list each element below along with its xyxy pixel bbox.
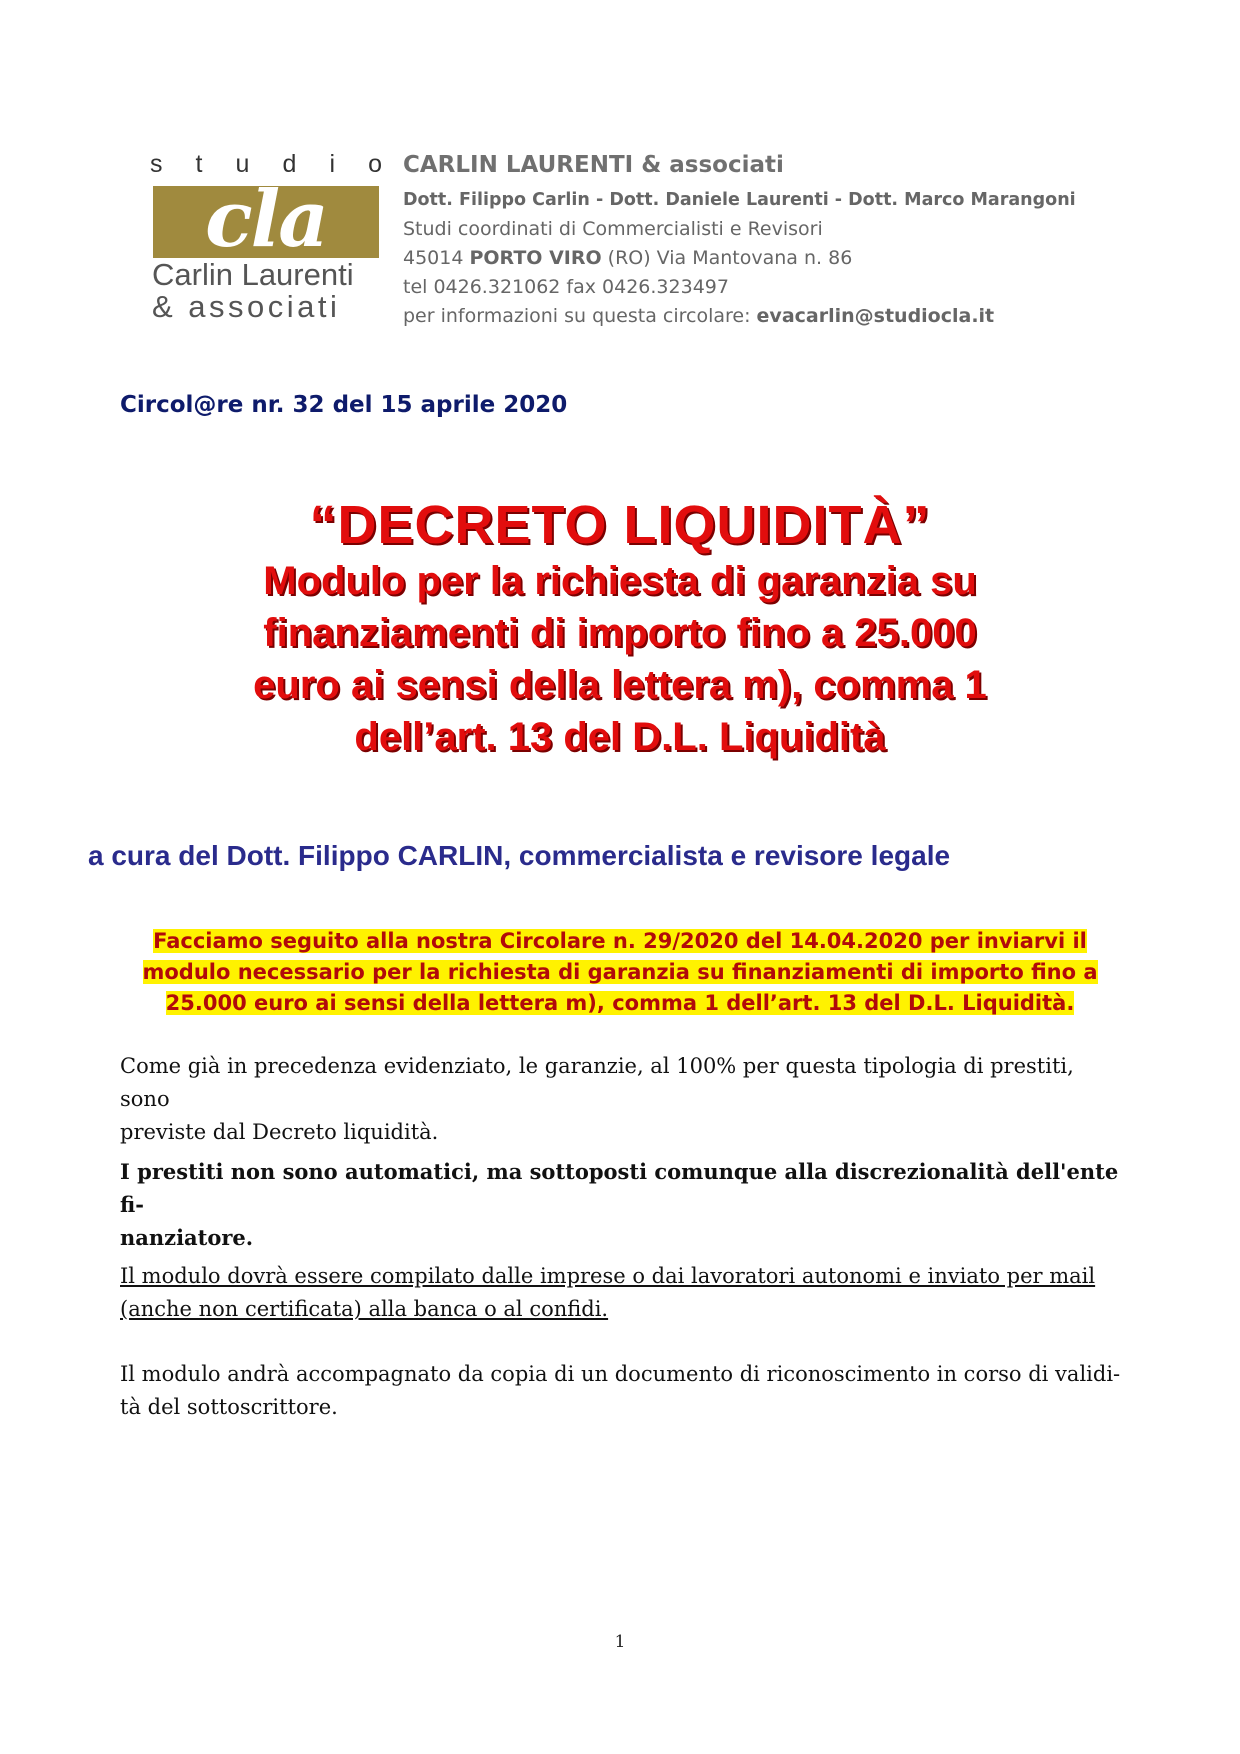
info-prefix: per informazioni su questa circolare: [403, 305, 757, 327]
highlight-line [90, 988, 1150, 1019]
paragraph-2 [120, 1155, 1125, 1254]
address-city: PORTO VIRO [469, 247, 602, 269]
logo-letter: o [368, 149, 382, 178]
highlight-text: Facciamo seguito alla nostra Circolare n. 29/2020 del 14.04.2020 per inviarvi il [153, 929, 1087, 953]
logo-letter: t [195, 149, 203, 178]
logo-studio-word [150, 146, 382, 182]
tagline: Studi coordinati di Commercialisti e Revisori [403, 218, 823, 240]
logo-letter: d [282, 149, 297, 178]
info-email-link[interactable]: evacarlin@studiocla.it [756, 305, 995, 327]
address-line [403, 244, 1103, 273]
studio-cla-logo [150, 146, 382, 326]
cla-monogram-icon [153, 186, 379, 258]
logo-line-1: Carlin Laurenti [152, 257, 354, 292]
address-suffix: (RO) Via Mantovana n. 86 [601, 247, 853, 269]
partners-line: Dott. Filippo Carlin - Dott. Daniele Laurenti - Dott. Marco Marangoni [403, 190, 1076, 210]
info-line [403, 302, 1103, 331]
author-line: a cura del Dott. Filippo CARLIN, commercialista e revisore legale [88, 840, 951, 871]
logo-cla-mark [153, 186, 379, 258]
paragraph-4 [120, 1358, 1125, 1424]
logo-letter: u [235, 149, 250, 178]
letterhead [403, 150, 1103, 331]
paragraph-1 [120, 1050, 1125, 1149]
document-title [60, 495, 1180, 763]
highlighted-intro [90, 926, 1150, 1019]
address-prefix: 45014 [403, 247, 470, 269]
title-line: euro ai sensi della lettera m), comma 1 [253, 663, 987, 707]
phone-line: tel 0426.321062 fax 0426.323497 [403, 276, 729, 298]
paragraph-line: I prestiti non sono automatici, ma sottoposti comunque alla discrezionalità dell'ente fi- [120, 1159, 1119, 1217]
circular-number: Circol@re nr. 32 del 15 aprile 2020 [120, 392, 568, 418]
highlight-text: 25.000 euro ai sensi della lettera m), comma 1 dell’art. 13 del D.L. Liquidità. [165, 991, 1075, 1015]
firm-name: CARLIN LAURENTI & associati [403, 152, 784, 178]
logo-mark-text: cla [205, 186, 327, 258]
logo-letter: i [329, 149, 336, 178]
highlight-text: modulo necessario per la richiesta di garanzia su finanziamenti di importo fino a [142, 960, 1098, 984]
title-line: Modulo per la richiesta di garanzia su [263, 559, 977, 603]
highlight-line [90, 957, 1150, 988]
highlight-line [90, 926, 1150, 957]
paragraph-line: nanziatore. [120, 1225, 254, 1250]
title-line: finanziamenti di importo fino a 25.000 [263, 611, 977, 655]
paragraph-line: Il modulo dovrà essere compilato dalle imprese o dai lavoratori autonomi e inviato per mail [120, 1264, 1096, 1288]
paragraph-line: previste dal Decreto liquidità. [120, 1120, 439, 1144]
paragraph-3 [120, 1260, 1125, 1326]
paragraph-line: tà del sottoscrittore. [120, 1395, 338, 1419]
title-line: dell’art. 13 del D.L. Liquidità [354, 715, 886, 759]
page-number: 1 [614, 1632, 626, 1652]
paragraph-line: Il modulo andrà accompagnato da copia di un documento di riconoscimento in corso di validi- [120, 1362, 1121, 1386]
paragraph-line: Come già in precedenza evidenziato, le garanzie, al 100% per questa tipologia di prestiti, sono [120, 1054, 1074, 1111]
title-main: “DECRETO LIQUIDITÀ” [309, 495, 931, 555]
logo-line-2: & associati [152, 289, 341, 324]
logo-letter: s [150, 149, 163, 178]
paragraph-line: (anche non certificata) alla banca o al confidi. [120, 1297, 609, 1321]
